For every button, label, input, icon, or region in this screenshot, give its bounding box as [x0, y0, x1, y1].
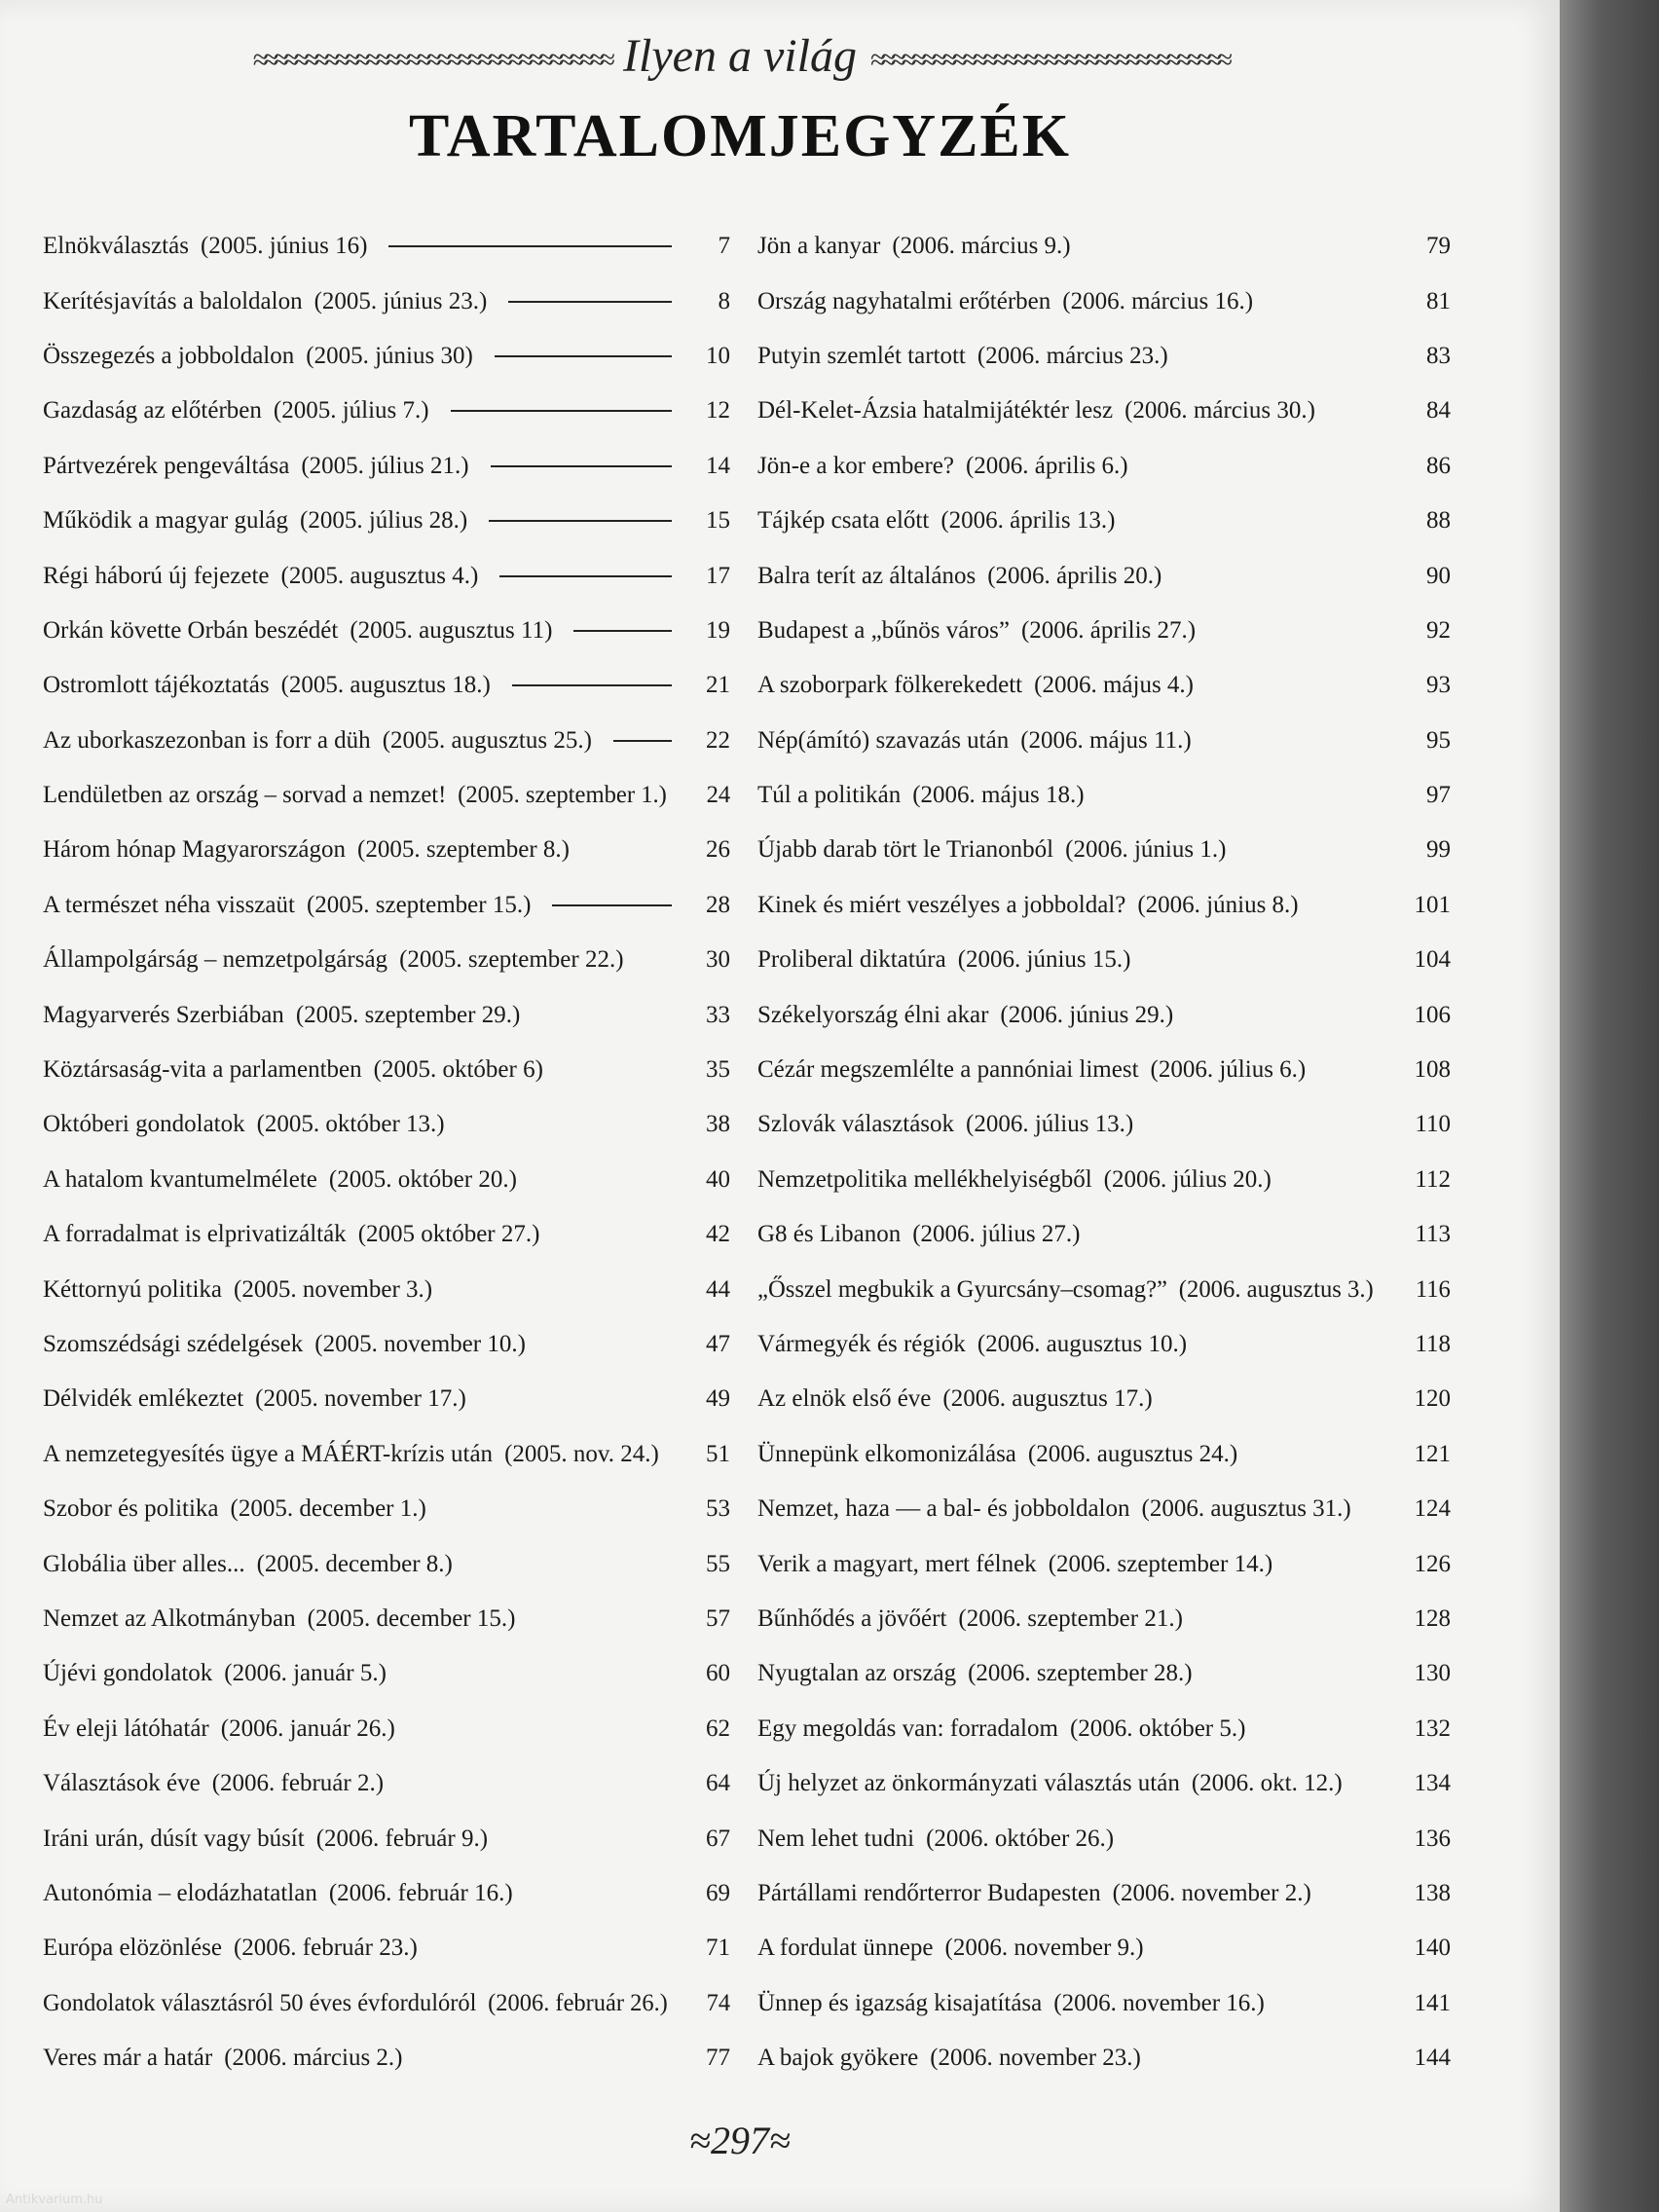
entry-title: G8 és Libanon	[757, 1221, 902, 1248]
entry-page-number: 30	[706, 946, 730, 974]
entry-date: (2005. augusztus 4.)	[280, 562, 479, 589]
entry-page-number: 55	[706, 1550, 730, 1577]
entry-page-number: 33	[706, 1001, 730, 1028]
toc-entry	[43, 274, 730, 328]
entry-title: Balra terít az általános	[757, 562, 977, 589]
entry-title: „Ősszel megbukik a Gyurcsány–csomag?”	[757, 1275, 1167, 1303]
entry-title: Év eleji látóhatár	[43, 1714, 209, 1742]
entry-page-number: 38	[706, 1111, 730, 1138]
toc-entry	[757, 1536, 1451, 1591]
entry-title: Új helyzet az önkormányzati választás után	[757, 1770, 1180, 1797]
entry-page-number: 15	[706, 507, 730, 535]
entry-title: Budapest a „bűnös város”	[757, 616, 1010, 644]
entry-title: Választások éve	[43, 1770, 201, 1797]
toc-entry	[43, 1317, 730, 1372]
entry-page-number: 126	[1414, 1550, 1451, 1577]
entry-title: Ünnep és igazság kisajatítása	[757, 1989, 1043, 2016]
toc-entry	[757, 878, 1451, 933]
entry-date: (2006. június 1.)	[1065, 836, 1227, 864]
entry-page-number: 60	[706, 1660, 730, 1687]
toc-entry	[757, 1097, 1451, 1152]
toc-entry	[757, 1866, 1451, 1921]
dash-leader	[495, 355, 672, 357]
entry-page-number: 71	[706, 1935, 730, 1962]
dash-leader	[552, 904, 672, 906]
entry-page-number: 14	[706, 452, 730, 479]
entry-page-number: 19	[706, 616, 730, 644]
entry-page-number: 116	[1415, 1275, 1451, 1303]
entry-title: Nyugtalan az ország	[757, 1660, 957, 1687]
entry-date: (2005. október 20.)	[328, 1165, 517, 1193]
toc-entry	[757, 1921, 1451, 1975]
entry-title: Szobor és politika	[43, 1495, 219, 1523]
toc-entry	[43, 1592, 730, 1646]
entry-title: A hatalom kvantumelmélete	[43, 1165, 317, 1193]
entry-page-number: 64	[706, 1770, 730, 1797]
entry-date: (2005. július 21.)	[301, 452, 469, 479]
entry-page-number: 79	[1426, 233, 1451, 260]
entry-page-number: 69	[706, 1879, 730, 1906]
toc-entry	[757, 933, 1451, 987]
dash-leader	[489, 520, 672, 522]
entry-date: (2006. július 20.)	[1103, 1165, 1272, 1193]
entry-date: (2006. okt. 12.)	[1191, 1770, 1343, 1797]
entry-title: Ország nagyhatalmi erőtérben	[757, 287, 1051, 314]
entry-date: (2006. március 16.)	[1062, 287, 1254, 314]
entry-date: (2006. január 5.)	[224, 1660, 387, 1687]
toc-entry	[757, 1976, 1451, 2031]
toc-entry	[43, 1372, 730, 1426]
entry-date: (2006. július 6.)	[1150, 1056, 1307, 1084]
entry-date: (2006. november 9.)	[944, 1935, 1144, 1962]
toc-entry	[43, 384, 730, 438]
entry-date: (2006. július 27.)	[912, 1221, 1081, 1248]
page-number: ≈297≈	[689, 2119, 791, 2162]
entry-title: Bűnhődés a jövőért	[757, 1604, 947, 1632]
entry-title: Kerítésjavítás a baloldalon	[43, 287, 303, 314]
toc-entry	[757, 384, 1451, 438]
entry-page-number: 95	[1426, 726, 1451, 754]
entry-title: Nem lehet tudni	[757, 1825, 915, 1852]
toc-entry	[757, 604, 1451, 658]
entry-page-number: 99	[1426, 836, 1451, 864]
entry-date: (2006. március 9.)	[892, 233, 1071, 260]
page-title: TARTALOMJEGYZÉK	[408, 103, 1072, 169]
entry-title: Pártvezérek pengeváltása	[43, 452, 290, 479]
entry-title: Kéttornyú politika	[43, 1275, 222, 1303]
entry-page-number: 8	[718, 287, 730, 314]
entry-title: Délvidék emlékeztet	[43, 1385, 244, 1413]
entry-date: (2005. augusztus 25.)	[382, 726, 592, 754]
entry-title: Ünnepünk elkomonizálása	[757, 1440, 1016, 1467]
toc-entry	[757, 823, 1451, 877]
toc-entry	[43, 1866, 730, 1921]
entry-page-number: 42	[706, 1221, 730, 1248]
entry-title: Nemzet az Alkotmányban	[43, 1604, 296, 1632]
entry-title: Globália über alles...	[43, 1550, 245, 1577]
entry-date: (2005. szeptember 29.)	[295, 1001, 521, 1028]
entry-page-number: 49	[706, 1385, 730, 1413]
entry-page-number: 108	[1414, 1056, 1451, 1084]
toc-entry	[757, 768, 1451, 823]
entry-page-number: 113	[1415, 1221, 1451, 1248]
entry-page-number: 112	[1415, 1165, 1451, 1193]
entry-date: (2005. augusztus 11)	[350, 616, 553, 644]
toc-entry	[757, 1646, 1451, 1701]
entry-title: A természet néha visszaüt	[43, 891, 295, 918]
entry-page-number: 88	[1426, 507, 1451, 535]
entry-page-number: 81	[1426, 287, 1451, 314]
entry-date: (2005. június 30)	[306, 342, 473, 369]
entry-page-number: 7	[718, 233, 730, 260]
entry-page-number: 84	[1426, 397, 1451, 424]
entry-date: (2005. november 17.)	[255, 1385, 466, 1413]
entry-date: (2006. március 30.)	[1124, 397, 1315, 424]
entry-page-number: 97	[1426, 782, 1451, 809]
entry-date: (2006. február 9.)	[315, 1825, 489, 1852]
entry-page-number: 83	[1426, 342, 1451, 369]
toc-entry	[757, 1482, 1451, 1536]
toc-entry	[43, 1921, 730, 1975]
toc-entry	[43, 219, 730, 274]
entry-date: (2006. augusztus 31.)	[1141, 1495, 1351, 1523]
entry-title: A fordulat ünnepe	[757, 1935, 934, 1962]
entry-title: Nemzet, haza — a bal- és jobboldalon	[757, 1495, 1130, 1523]
entry-title: Lendületben az ország – sorvad a nemzet!	[43, 782, 447, 809]
toc-entry	[43, 1153, 730, 1207]
entry-page-number: 67	[706, 1825, 730, 1852]
entry-page-number: 10	[706, 342, 730, 369]
entry-title: Nemzetpolitika mellékhelyiségből	[757, 1165, 1092, 1193]
toc-entry	[43, 604, 730, 658]
entry-date: (2005. december 8.)	[256, 1550, 453, 1577]
entry-date: (2006. február 23.)	[233, 1935, 418, 1962]
toc-entry	[757, 658, 1451, 713]
entry-date: (2006. augusztus 10.)	[977, 1331, 1188, 1357]
entry-title: Gazdaság az előtérben	[43, 397, 262, 424]
running-header	[39, 29, 1441, 83]
entry-title: Összegezés a jobboldalon	[43, 342, 295, 369]
toc-entry	[43, 1756, 730, 1811]
entry-date: (2006. március 23.)	[977, 342, 1168, 369]
entry-title: A forradalmat is elprivatizálták	[43, 1221, 347, 1248]
toc-entry	[757, 1153, 1451, 1207]
toc-entry	[757, 1592, 1451, 1646]
toc-entry	[43, 1976, 730, 2031]
entry-date: (2005. június 16)	[200, 233, 368, 260]
dash-leader	[613, 740, 672, 742]
entry-title: Jön a kanyar	[757, 233, 881, 260]
entry-title: A szoborpark fölkerekedett	[757, 672, 1023, 699]
entry-date: (2006. május 18.)	[912, 782, 1085, 809]
toc-entry	[43, 1262, 730, 1316]
entry-title: Magyarverés Szerbiában	[43, 1001, 284, 1028]
watermark: Antikvarium.hu	[6, 2193, 103, 2207]
entry-page-number: 118	[1415, 1331, 1451, 1357]
dash-leader	[451, 410, 672, 412]
entry-title: Vármegyék és régiók	[757, 1331, 966, 1357]
entry-title: Októberi gondolatok	[43, 1111, 245, 1138]
toc-entry	[43, 2031, 730, 2085]
toc-entry	[757, 1372, 1451, 1426]
toc-entry	[43, 987, 730, 1042]
entry-date: (2006. június 8.)	[1137, 891, 1299, 918]
entry-title: Elnökválasztás	[43, 233, 189, 260]
toc-entry	[757, 548, 1451, 603]
entry-title: Újabb darab tört le Trianonból	[757, 836, 1054, 864]
toc-entry	[757, 987, 1451, 1042]
entry-title: Európa elözönlése	[43, 1935, 222, 1962]
entry-date: (2006. július 13.)	[966, 1111, 1134, 1138]
entry-date: (2006. szeptember 14.)	[1048, 1550, 1273, 1577]
entry-page-number: 74	[706, 1989, 731, 2016]
entry-date: (2005 október 27.)	[357, 1221, 540, 1248]
entry-date: (2006. augusztus 3.)	[1178, 1275, 1374, 1303]
entry-page-number: 134	[1414, 1770, 1451, 1797]
toc-entry	[43, 439, 730, 494]
entry-page-number: 144	[1414, 2045, 1451, 2072]
entry-date: (2005. december 1.)	[230, 1495, 426, 1523]
toc-entry	[757, 329, 1451, 384]
entry-title: Putyin szemlét tartott	[757, 342, 966, 369]
entry-date: (2006. február 26.)	[488, 1989, 668, 2016]
entry-date: (2006. január 26.)	[220, 1714, 395, 1742]
toc-entry	[43, 1646, 730, 1701]
entry-page-number: 121	[1414, 1440, 1451, 1467]
entry-date: (2006. április 6.)	[965, 452, 1128, 479]
toc-entry	[757, 1702, 1451, 1756]
toc-entry	[757, 1317, 1451, 1372]
entry-title: Tájkép csata előtt	[757, 507, 930, 535]
toc-entry	[757, 2031, 1451, 2085]
entry-date: (2006. augusztus 24.)	[1027, 1440, 1238, 1467]
toc-entry	[43, 1702, 730, 1756]
entry-page-number: 47	[706, 1331, 730, 1357]
header-wave-left: ≈≈≈≈≈≈≈≈≈≈≈≈≈≈≈≈≈≈≈≈≈≈≈≈≈≈≈≈≈≈≈≈≈≈≈	[252, 43, 610, 76]
entry-page-number: 130	[1414, 1660, 1451, 1687]
entry-page-number: 141	[1414, 1989, 1451, 2016]
entry-page-number: 110	[1415, 1111, 1451, 1138]
running-title: Ilyen a világ	[623, 30, 857, 82]
entry-title: Iráni urán, dúsít vagy búsít	[43, 1825, 305, 1852]
entry-date: (2005. október 6)	[373, 1056, 543, 1084]
entry-date: (2006. október 5.)	[1069, 1714, 1246, 1742]
toc-entry	[43, 768, 730, 823]
entry-date: (2005. november 3.)	[234, 1275, 433, 1303]
entry-title: Az elnök első éve	[757, 1385, 932, 1413]
toc-entry	[757, 1262, 1451, 1316]
entry-page-number: 12	[706, 397, 730, 424]
entry-title: Három hónap Magyarországon	[43, 836, 347, 864]
entry-page-number: 26	[706, 836, 730, 864]
entry-date: (2006. október 26.)	[926, 1825, 1115, 1852]
toc-column-left	[43, 219, 731, 2072]
entry-page-number: 86	[1426, 452, 1451, 479]
toc-entry	[43, 1482, 730, 1536]
entry-page-number: 77	[706, 2045, 730, 2072]
entry-date: (2006. június 15.)	[957, 946, 1131, 974]
entry-date: (2006. április 27.)	[1020, 616, 1197, 644]
entry-page-number: 120	[1414, 1385, 1451, 1413]
entry-title: Orkán követte Orbán beszédét	[43, 616, 339, 644]
entry-page-number: 132	[1414, 1714, 1451, 1742]
entry-title: Köztársaság-vita a parlamentben	[43, 1056, 362, 1084]
entry-page-number: 136	[1414, 1825, 1451, 1852]
header-wave-right: ≈≈≈≈≈≈≈≈≈≈≈≈≈≈≈≈≈≈≈≈≈≈≈≈≈≈≈≈≈≈≈≈≈≈≈	[869, 43, 1228, 76]
toc-entry	[43, 714, 730, 768]
entry-title: Ostromlott tájékoztatás	[43, 672, 270, 699]
toc-entry	[43, 878, 730, 933]
toc-entry	[757, 1207, 1451, 1262]
entry-page-number: 51	[706, 1440, 730, 1467]
entry-page-number: 62	[706, 1714, 730, 1742]
toc-entry	[43, 933, 730, 987]
entry-title: Állampolgárság – nemzetpolgárság	[43, 946, 388, 974]
entry-date: (2005. szeptember 1.)	[458, 782, 667, 809]
dash-leader	[512, 684, 672, 686]
entry-date: (2005. július 7.)	[273, 397, 429, 424]
entry-page-number: 92	[1426, 616, 1451, 644]
entry-date: (2005. augusztus 18.)	[280, 672, 491, 699]
entry-page-number: 104	[1414, 946, 1451, 974]
dash-leader	[388, 245, 672, 247]
page-edge-shadow	[1560, 0, 1659, 2212]
entry-title: A nemzetegyesítés ügye a MÁÉRT-krízis után	[43, 1440, 494, 1467]
entry-date: (2005. szeptember 15.)	[306, 891, 532, 918]
toc-entry	[757, 714, 1451, 768]
entry-page-number: 44	[706, 1275, 730, 1303]
toc-column-right	[757, 219, 1451, 2072]
entry-title: Autonómia – elodázhatatlan	[43, 1879, 317, 1906]
entry-title: Túl a politikán	[757, 782, 902, 809]
entry-title: Szomszédsági szédelgések	[43, 1331, 304, 1357]
toc-entry	[757, 274, 1451, 328]
toc-entry	[757, 1043, 1451, 1097]
entry-page-number: 21	[706, 672, 730, 699]
entry-page-number: 124	[1414, 1495, 1451, 1523]
entry-date: (2006. november 2.)	[1112, 1879, 1311, 1906]
toc-entry	[43, 1097, 730, 1152]
entry-date: (2006. szeptember 28.)	[968, 1660, 1193, 1687]
dash-leader	[491, 465, 672, 467]
entry-page-number: 22	[706, 726, 730, 754]
entry-page-number: 35	[706, 1056, 730, 1084]
toc-entry	[43, 1043, 730, 1097]
entry-page-number: 140	[1414, 1935, 1451, 1962]
dash-leader	[499, 575, 672, 577]
toc-entry	[43, 1427, 730, 1482]
toc-entry	[43, 1207, 730, 1262]
entry-date: (2005. június 23.)	[313, 287, 488, 314]
entry-date: (2006. augusztus 17.)	[942, 1385, 1153, 1413]
entry-date: (2006. november 16.)	[1053, 1989, 1265, 2016]
dash-leader	[573, 630, 672, 632]
entry-page-number: 138	[1414, 1879, 1451, 1906]
toc-entry	[43, 823, 730, 877]
toc-entry	[757, 1811, 1451, 1865]
entry-date: (2006. szeptember 21.)	[958, 1604, 1183, 1632]
toc-entry	[757, 439, 1451, 494]
toc-entry	[757, 219, 1451, 274]
entry-title: Jön-e a kor embere?	[757, 452, 954, 479]
entry-title: Székelyország élni akar	[757, 1001, 989, 1028]
entry-title: Verik a magyart, mert félnek	[757, 1550, 1037, 1577]
toc-entry	[757, 1756, 1451, 1811]
entry-date: (2005. szeptember 22.)	[399, 946, 624, 974]
entry-page-number: 57	[706, 1604, 730, 1632]
entry-title: Egy megoldás van: forradalom	[757, 1714, 1058, 1742]
entry-date: (2006. április 13.)	[940, 507, 1116, 535]
entry-page-number: 53	[706, 1495, 730, 1523]
toc-entry	[757, 1427, 1451, 1482]
entry-title: Az uborkaszezonban is forr a düh	[43, 726, 371, 754]
entry-page-number: 40	[706, 1165, 730, 1193]
entry-date: (2005. november 10.)	[314, 1331, 526, 1357]
entry-title: Kinek és miért veszélyes a jobboldal?	[757, 891, 1126, 918]
entry-title: Szlovák választások	[757, 1111, 955, 1138]
toc-entry	[43, 548, 730, 603]
entry-page-number: 28	[706, 891, 730, 918]
toc-entry	[43, 329, 730, 384]
entry-title: A bajok gyökere	[757, 2045, 919, 2072]
entry-title: Pártállami rendőrterror Budapesten	[757, 1879, 1101, 1906]
entry-page-number: 93	[1426, 672, 1451, 699]
entry-page-number: 101	[1414, 891, 1451, 918]
entry-date: (2006. február 16.)	[328, 1879, 513, 1906]
entry-date: (2006. április 20.)	[987, 562, 1162, 589]
entry-date: (2005. szeptember 8.)	[357, 836, 570, 864]
entry-page-number: 128	[1414, 1604, 1451, 1632]
entry-page-number: 106	[1414, 1001, 1451, 1028]
entry-title: Működik a magyar gulág	[43, 507, 289, 535]
toc-entry	[43, 1811, 730, 1865]
entry-page-number: 90	[1426, 562, 1451, 589]
entry-title: Veres már a határ	[43, 2045, 213, 2072]
entry-title: Nép(ámító) szavazás után	[757, 726, 1010, 754]
entry-title: Újévi gondolatok	[43, 1660, 213, 1687]
toc-entry	[43, 1536, 730, 1591]
entry-title: Cézár megszemlélte a pannóniai limest	[757, 1056, 1139, 1084]
toc-entry	[43, 494, 730, 548]
entry-page-number: 24	[706, 782, 731, 809]
entry-page-number: 17	[706, 562, 730, 589]
entry-title: Régi háború új fejezete	[43, 562, 270, 589]
entry-date: (2005. október 13.)	[256, 1111, 445, 1138]
entry-date: (2005. július 28.)	[300, 507, 468, 535]
entry-date: (2006. május 11.)	[1020, 726, 1192, 754]
entry-date: (2006. november 23.)	[930, 2045, 1141, 2072]
entry-date: (2006. március 2.)	[224, 2045, 403, 2072]
entry-date: (2005. nov. 24.)	[504, 1440, 659, 1467]
toc-entry	[43, 658, 730, 713]
dash-leader	[508, 301, 672, 303]
toc-entry	[757, 494, 1451, 548]
entry-date: (2005. december 15.)	[307, 1604, 516, 1632]
entry-date: (2006. február 2.)	[211, 1770, 385, 1797]
entry-date: (2006. június 29.)	[1000, 1001, 1174, 1028]
entry-date: (2006. május 4.)	[1034, 672, 1194, 699]
entry-title: Dél-Kelet-Ázsia hatalmijátéktér lesz	[757, 397, 1114, 424]
entry-title: Proliberal diktatúra	[757, 946, 946, 974]
entry-title: Gondolatok választásról 50 éves évfordulóról	[43, 1989, 477, 2016]
